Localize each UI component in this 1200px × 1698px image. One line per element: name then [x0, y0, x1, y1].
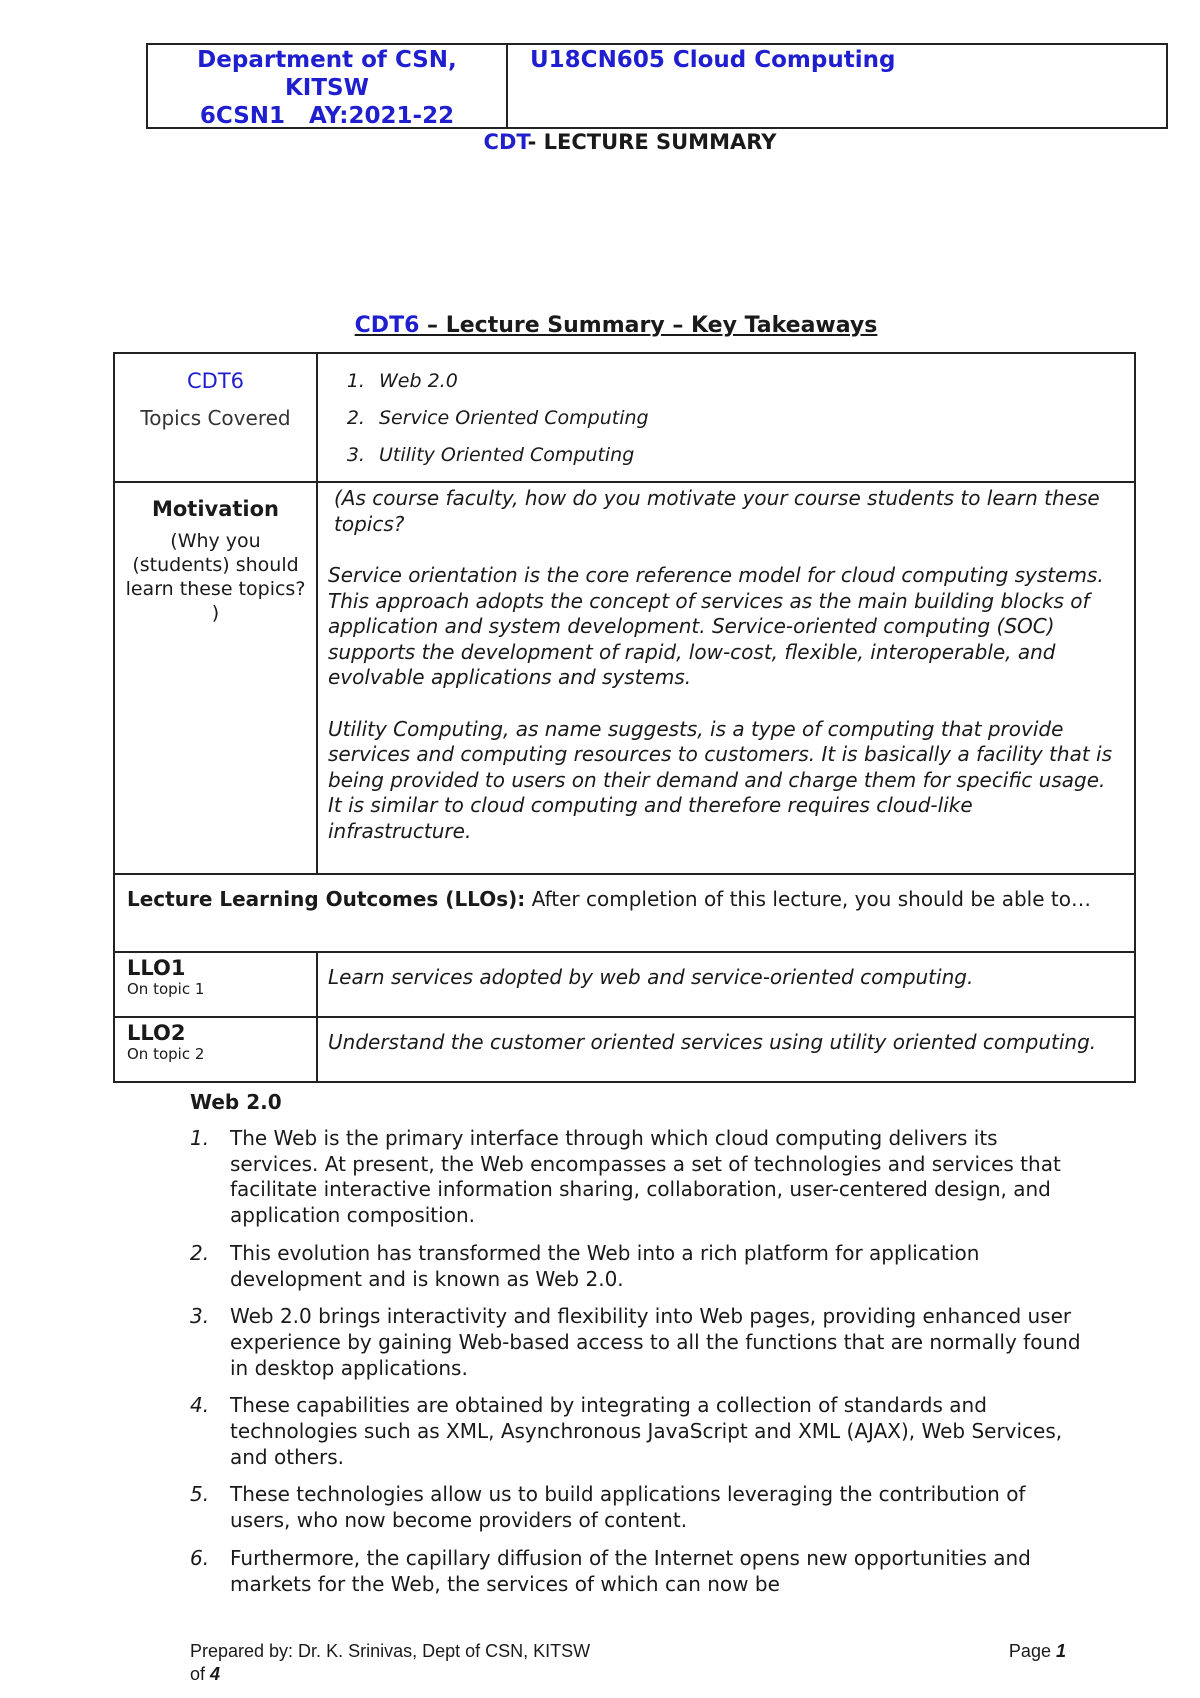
document-title — [0, 130, 1200, 154]
prepared-by: Prepared by: Dr. K. Srinivas, Dept of CSN, KITSW — [190, 1641, 591, 1661]
page-total: 4 — [210, 1664, 221, 1684]
web20-points — [190, 1126, 1090, 1597]
point-text: These capabilities are obtained by integrating a collection of standards and technologies such as XML, Asynchronous JavaScript and XML (AJAX), Web Services, and others. — [230, 1393, 1063, 1469]
topics-label-cell — [114, 353, 317, 482]
motivation-question: (As course faculty, how do you motivate your course students to learn these topics? — [334, 486, 1100, 536]
llo-row — [114, 1017, 1135, 1082]
motivation-row — [114, 482, 1135, 874]
page-label: Page — [1008, 1641, 1051, 1661]
point-number: 5. — [190, 1482, 210, 1507]
subtitle-code: CDT6 — [354, 313, 420, 338]
web20-point — [190, 1241, 1090, 1292]
course-cell — [508, 45, 1166, 127]
point-number: 2. — [190, 1240, 210, 1265]
header-box — [146, 43, 1168, 129]
page-footer — [190, 1640, 1066, 1686]
llo-heading-bold: Lecture Learning Outcomes (LLOs): — [127, 887, 526, 911]
llo-text: Learn services adopted by web and service-oriented computing. — [317, 952, 1135, 1017]
topic-item: 1. Web 2.0 — [371, 369, 1133, 393]
dept-line-2: KITSW — [284, 75, 369, 101]
llo-id-cell — [114, 1017, 317, 1082]
subtitle-rest: – Lecture Summary – Key Takeaways — [419, 313, 878, 338]
topics-row — [114, 353, 1135, 482]
topics-label: Topics Covered — [140, 406, 291, 430]
llo-heading-row — [114, 874, 1135, 952]
web20-point — [190, 1393, 1090, 1470]
course-name: U18CN605 Cloud Computing — [530, 47, 896, 73]
llo-heading-rest: After completion of this lecture, you should be able to… — [525, 887, 1091, 911]
page-of-total — [190, 1663, 1066, 1686]
title-rest: - LECTURE SUMMARY — [527, 130, 777, 154]
llo-id-cell — [114, 952, 317, 1017]
llo-topic: On topic 1 — [127, 980, 205, 998]
topics-code: CDT6 — [186, 369, 245, 393]
topics-list — [319, 355, 1133, 467]
of-label: of — [190, 1664, 206, 1684]
llo-topic: On topic 2 — [127, 1045, 205, 1063]
motivation-paragraph-1: Service orientation is the core reference model for cloud computing systems. This approach adopts the concept of services as the main building blocks of application and system development. Service-oriented computing (SOC) supports the development of rapid, low-cost, flexible, interoperable, and evolvable applications and systems. — [328, 563, 1104, 689]
motivation-paragraph-2: Utility Computing, as name suggests, is a type of computing that provide services and computing resources to customers. It is basically a facility that is being provided to users on their demand and charge them for specific usage. It is similar to cloud computing and therefore requires cloud-like infrastructure. — [328, 716, 1113, 843]
llo-id: LLO2 — [127, 1021, 186, 1045]
summary-table — [113, 352, 1136, 1083]
point-text: The Web is the primary interface through which cloud computing delivers its services. At present, the Web encompasses a set of technologies and services that facilitate interactive information sharing, collaboration, user-centered design, and application composition. — [230, 1126, 1061, 1228]
page-number — [1009, 1640, 1066, 1663]
point-number: 4. — [190, 1393, 210, 1418]
point-text: These technologies allow us to build applications leveraging the contribution of users, who now become providers of content. — [230, 1482, 1026, 1533]
department-cell — [148, 45, 508, 127]
motivation-text-cell — [317, 482, 1135, 874]
topics-list-cell — [317, 353, 1135, 482]
section-subtitle — [0, 313, 1200, 338]
topic-item: 3. Utility Oriented Computing — [371, 443, 1133, 467]
point-number: 1. — [190, 1126, 210, 1150]
point-text: This evolution has transformed the Web into a rich platform for application development and is known as Web 2.0. — [230, 1240, 980, 1291]
point-number: 6. — [190, 1545, 210, 1570]
web20-point — [190, 1546, 1090, 1597]
llo-row — [114, 952, 1135, 1017]
web20-point — [190, 1482, 1090, 1533]
llo-heading-cell — [114, 874, 1135, 952]
web20-point — [190, 1304, 1090, 1381]
motivation-label-cell — [114, 482, 317, 874]
motivation-heading: Motivation — [151, 497, 280, 521]
point-number: 3. — [190, 1304, 210, 1329]
page-current: 1 — [1055, 1641, 1066, 1661]
title-prefix: CDT — [483, 130, 528, 154]
llo-text: Understand the customer oriented services using utility oriented computing. — [317, 1017, 1135, 1082]
dept-line-1: Department of CSN, — [197, 47, 457, 73]
dept-line-3: 6CSN1 AY:2021-22 — [199, 103, 455, 129]
point-text: Furthermore, the capillary diffusion of the Internet opens new opportunities and markets for the Web, the services of which can now be — [230, 1545, 1031, 1596]
motivation-subheading: (Why you (students) should learn these topics? ) — [125, 530, 306, 624]
topic-item: 2. Service Oriented Computing — [371, 406, 1133, 430]
web20-section — [190, 1090, 1090, 1609]
point-text: Web 2.0 brings interactivity and flexibility into Web pages, providing enhanced user experience by gaining Web-based access to all the functions that are normally found in desktop applications. — [230, 1304, 1081, 1380]
llo-id: LLO1 — [127, 956, 186, 980]
web20-heading: Web 2.0 — [190, 1090, 282, 1114]
web20-point — [190, 1126, 1090, 1229]
